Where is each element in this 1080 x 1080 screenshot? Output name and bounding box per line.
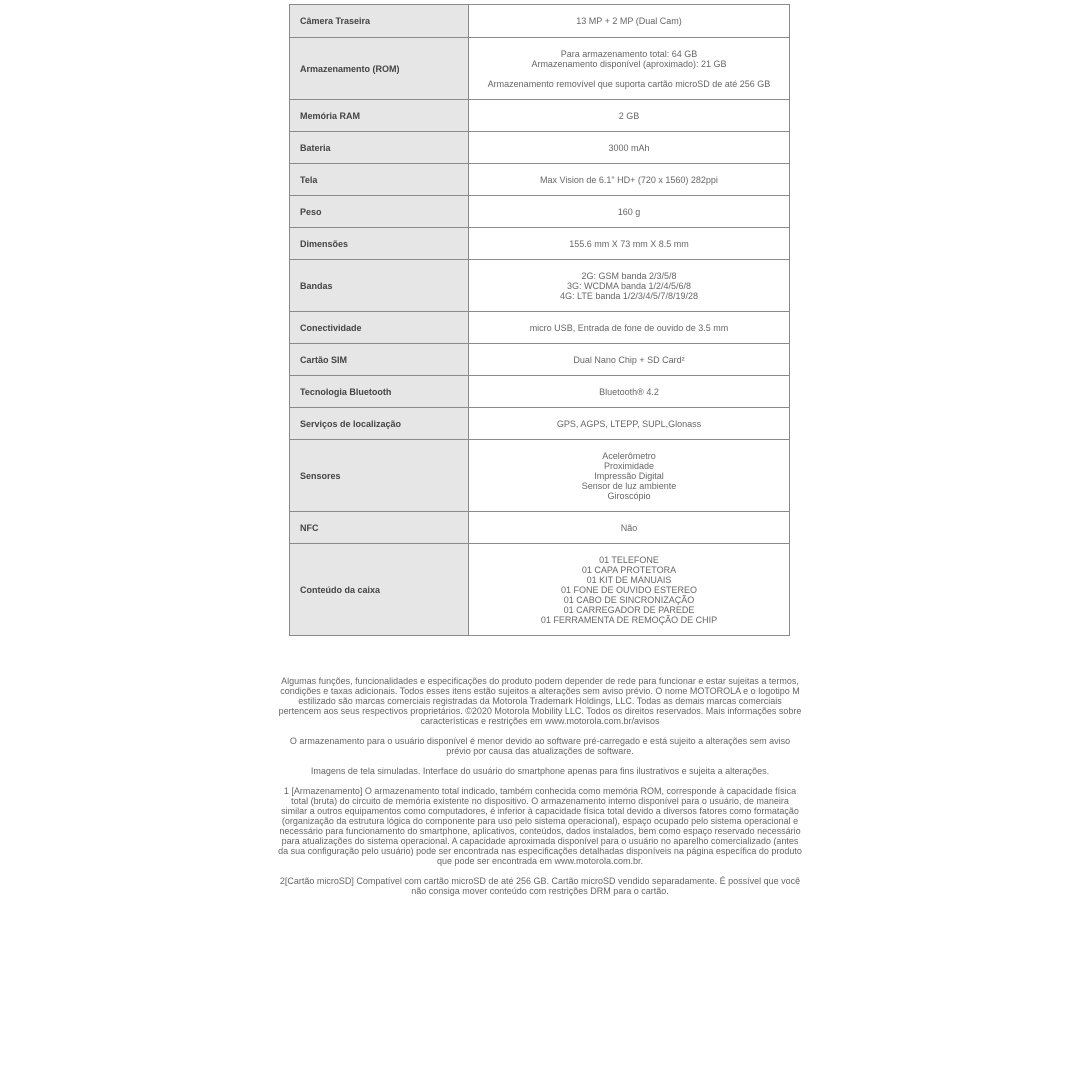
spec-value-line: 01 FERRAMENTA DE REMOÇÃO DE CHIP bbox=[540, 614, 718, 625]
spec-value-line: Dual Nano Chip + SD Card² bbox=[573, 354, 685, 365]
spec-value-line: 3000 mAh bbox=[608, 142, 650, 153]
spec-value-line: 13 MP + 2 MP (Dual Cam) bbox=[576, 16, 682, 26]
legal-notes bbox=[277, 676, 803, 906]
spec-value-line: Armazenamento disponível (aproximado): 21 GB bbox=[531, 58, 727, 69]
spec-value-line: 2G: GSM banda 2/3/5/8 bbox=[581, 270, 677, 281]
spec-row bbox=[290, 38, 790, 100]
spec-value-line: Não bbox=[620, 522, 638, 533]
spec-label: NFC bbox=[290, 512, 469, 544]
spec-value bbox=[469, 376, 790, 408]
spec-value-line: Para armazenamento total: 64 GB bbox=[560, 48, 698, 59]
spec-value-line: 01 KIT DE MANUAIS bbox=[586, 574, 672, 585]
spec-value bbox=[469, 164, 790, 196]
note-footnote-storage: 1 [Armazenamento] O armazenamento total indicado, também conhecida como memória ROM, corresponde à capacidade física total (bruta) do circuito de memória existente no dispositivo. O armazenamento interno disponível para o usuário, de maneira similar a outros equipamentos como computadores, é inferior à capacidade física total devido a diversos fatores como formatação (organização da estrutura lógica do componente para uso pelo sistema operacional), espaço ocupado pelo sistema operacional e necessário para funcionamento do smartphone, aplicativos, conteúdos, dados instalados, bem como espaço reservado necessário para atualizações do sistema operacional. A capacidade aproximada disponível para o usuário no aparelho comercializado (antes da sua configuração pelo usuário) pode ser encontrada nas especificações detalhadas disponíveis na página específica do produto que pode ser encontrada em www.motorola.com.br. bbox=[278, 786, 802, 866]
note-disclaimer: Algumas funções, funcionalidades e especificações do produto podem depender de rede para funcionar e estar sujeitas a termos, condições e taxas adicionais. Todos esses itens estão sujeitos a alterações sem aviso prévio. O nome MOTOROLA e o logotipo M estilizado são marcas comerciais registradas da Motorola Trademark Holdings, LLC. Todas as demais marcas comerciais pertencem aos seus respectivos proprietários. ©2020 Motorola Mobility LLC. Todos os direitos reservados. Mais informações sobre características e restrições em www.motorola.com.br/avisos bbox=[278, 676, 802, 726]
spec-label: Serviços de localização bbox=[290, 408, 469, 440]
spec-value-line: 01 CARREGADOR DE PAREDE bbox=[563, 604, 695, 615]
spec-value bbox=[469, 312, 790, 344]
spec-row bbox=[290, 344, 790, 376]
spec-value bbox=[469, 408, 790, 440]
spec-value bbox=[469, 544, 790, 636]
spec-row bbox=[290, 100, 790, 132]
spec-value bbox=[469, 344, 790, 376]
spec-row bbox=[290, 260, 790, 312]
spec-label: Peso bbox=[290, 196, 469, 228]
spec-row bbox=[290, 312, 790, 344]
spec-value-line: micro USB, Entrada de fone de ouvido de 3.5 mm bbox=[529, 322, 729, 333]
spec-value-line: 01 CABO DE SINCRONIZAÇÃO bbox=[563, 594, 695, 605]
spec-label: Bandas bbox=[290, 260, 469, 312]
spec-label: Bateria bbox=[290, 132, 469, 164]
spec-row bbox=[290, 376, 790, 408]
spec-value-line: Bluetooth® 4.2 bbox=[599, 386, 659, 397]
spec-value bbox=[469, 100, 790, 132]
spec-value bbox=[469, 132, 790, 164]
spec-label: Conteúdo da caixa bbox=[290, 544, 469, 636]
spec-value-line: Sensor de luz ambiente bbox=[581, 480, 677, 491]
spec-label: Armazenamento (ROM) bbox=[290, 38, 469, 100]
spec-value-line: GPS, AGPS, LTEPP, SUPL,Glonass bbox=[556, 418, 702, 429]
spec-value-line: Acelerômetro bbox=[602, 450, 656, 461]
spec-table bbox=[289, 4, 790, 636]
spec-value bbox=[469, 228, 790, 260]
spec-value-line: 155.6 mm X 73 mm X 8.5 mm bbox=[569, 238, 689, 249]
spec-row bbox=[290, 132, 790, 164]
spec-value-gap bbox=[469, 69, 789, 79]
note-footnote-microsd: 2[Cartão microSD] Compatível com cartão microSD de até 256 GB. Cartão microSD vendido separadamente. É possível que você não consiga mover conteúdo com restrições DRM para o cartão. bbox=[279, 876, 801, 896]
spec-row bbox=[290, 228, 790, 260]
spec-value-line: 2 GB bbox=[618, 110, 640, 121]
spec-row bbox=[290, 440, 790, 512]
spec-label: Conectividade bbox=[290, 312, 469, 344]
spec-label: Câmera Traseira bbox=[290, 5, 469, 38]
spec-label: Sensores bbox=[290, 440, 469, 512]
spec-row bbox=[290, 544, 790, 636]
spec-row bbox=[290, 512, 790, 544]
spec-value bbox=[469, 38, 790, 100]
spec-value-line: 160 g bbox=[617, 206, 641, 217]
spec-value-line: 3G: WCDMA banda 1/2/4/5/6/8 bbox=[566, 280, 692, 291]
spec-table-body bbox=[290, 5, 790, 636]
spec-value bbox=[469, 512, 790, 544]
spec-value bbox=[469, 5, 790, 38]
spec-row bbox=[290, 5, 790, 38]
spec-value bbox=[469, 440, 790, 512]
spec-value-line: 01 TELEFONE bbox=[599, 554, 659, 565]
spec-value-line: Armazenamento removível que suporta cartão microSD de até 256 GB bbox=[487, 78, 771, 89]
spec-label: Memória RAM bbox=[290, 100, 469, 132]
spec-label: Cartão SIM bbox=[290, 344, 469, 376]
spec-label: Tela bbox=[290, 164, 469, 196]
spec-value bbox=[469, 196, 790, 228]
spec-value-line: 4G: LTE banda 1/2/3/4/5/7/8/19/28 bbox=[560, 290, 698, 301]
note-storage: O armazenamento para o usuário disponível é menor devido ao software pré-carregado e está sujeito a alterações sem aviso prévio por causa das atualizações de software. bbox=[289, 736, 791, 756]
spec-value-line: Max Vision de 6.1" HD+ (720 x 1560) 282ppi bbox=[540, 174, 718, 185]
spec-label: Tecnologia Bluetooth bbox=[290, 376, 469, 408]
spec-value bbox=[469, 260, 790, 312]
spec-row bbox=[290, 164, 790, 196]
note-screens: Imagens de tela simuladas. Interface do usuário do smartphone apenas para fins ilustrativos e sujeita a alterações. bbox=[310, 766, 770, 776]
spec-label: Dimensões bbox=[290, 228, 469, 260]
spec-value-line: 01 CAPA PROTETORA bbox=[581, 564, 677, 575]
spec-row bbox=[290, 196, 790, 228]
spec-row bbox=[290, 408, 790, 440]
spec-value-line: Giroscópio bbox=[607, 490, 651, 501]
spec-value-line: Proximidade bbox=[603, 460, 655, 471]
spec-value-line: Impressão Digital bbox=[594, 470, 664, 481]
spec-value-line: 01 FONE DE OUVIDO ESTEREO bbox=[560, 584, 698, 595]
